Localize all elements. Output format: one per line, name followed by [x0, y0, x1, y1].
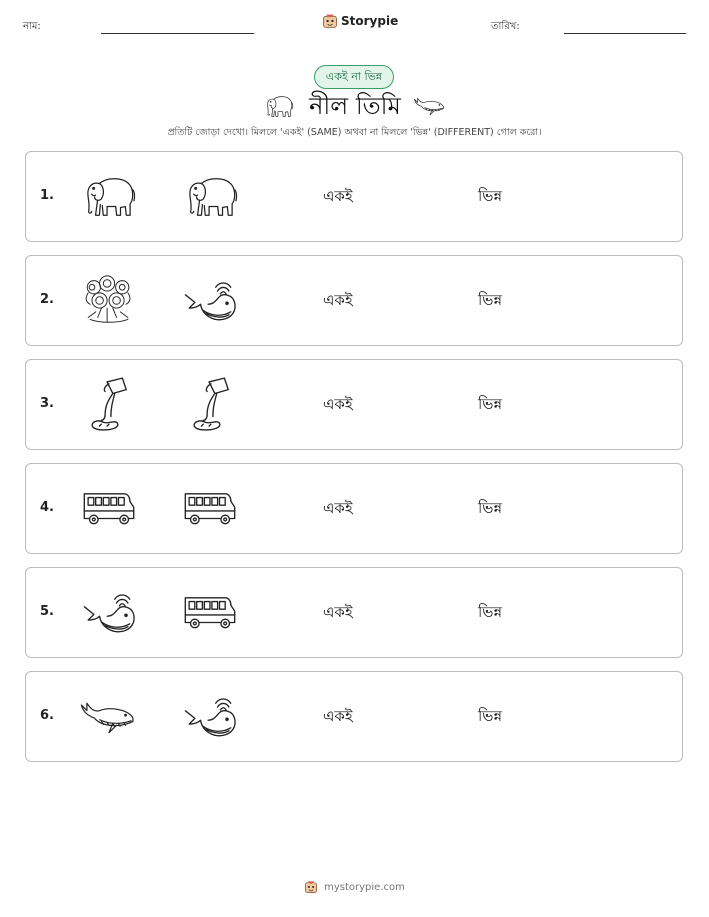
bus-icon: [181, 594, 239, 632]
question-row-2: [25, 255, 683, 346]
question-row-3: [25, 359, 683, 450]
option-different[interactable]: ভিন্ন: [478, 603, 503, 621]
brand: [322, 13, 398, 29]
whale-spouting-icon: [80, 586, 138, 638]
option-different[interactable]: ভিন্ন: [478, 395, 503, 413]
storypie-logo-icon: [304, 880, 318, 894]
option-same[interactable]: একই: [323, 187, 353, 205]
pouring-jug-icon: [84, 376, 132, 434]
option-different[interactable]: ভিন্ন: [478, 499, 503, 517]
option-same[interactable]: একই: [323, 499, 353, 517]
option-different[interactable]: ভিন্ন: [478, 187, 503, 205]
option-same[interactable]: একই: [323, 291, 353, 309]
question-row-4: [25, 463, 683, 554]
page-title: নীল তিমি: [309, 92, 401, 120]
bus-icon: [80, 490, 138, 528]
pouring-jug-icon: [186, 376, 234, 434]
question-number: 2.: [40, 292, 54, 307]
bus-icon: [181, 490, 239, 528]
question-number: 1.: [40, 188, 54, 203]
elephant-icon: [80, 172, 138, 220]
name-label: নাম:: [23, 21, 41, 32]
option-same[interactable]: একই: [323, 707, 353, 725]
worksheet-type-badge: একই না ভিন্ন: [314, 65, 394, 89]
question-number: 6.: [40, 708, 54, 723]
date-label: তারিখ:: [491, 21, 520, 32]
footer: [0, 880, 709, 894]
whale-spouting-icon: [181, 690, 239, 742]
option-same[interactable]: একই: [323, 603, 353, 621]
blue-whale-icon: [414, 93, 446, 119]
question-number: 4.: [40, 500, 54, 515]
question-number: 3.: [40, 396, 54, 411]
coral-icon: [80, 274, 138, 326]
option-same[interactable]: একই: [323, 395, 353, 413]
storypie-logo-icon: [322, 13, 338, 29]
question-row-1: [25, 151, 683, 242]
footer-site: mystorypie.com: [324, 881, 405, 893]
elephant-icon: [182, 172, 240, 220]
name-input-line[interactable]: [101, 33, 254, 34]
blue-whale-icon: [80, 694, 138, 740]
instructions: প্রতিটি জোড়া দেখো। মিললে 'একই' (SAME) অথবা না মিললে 'ভিন্ন' (DIFFERENT) গোল করো।: [167, 127, 542, 138]
option-different[interactable]: ভিন্ন: [478, 291, 503, 309]
option-different[interactable]: ভিন্ন: [478, 707, 503, 725]
question-row-5: [25, 567, 683, 658]
brand-name: Storypie: [341, 14, 399, 28]
question-row-6: [25, 671, 683, 762]
whale-spouting-icon: [181, 274, 239, 326]
question-number: 5.: [40, 604, 54, 619]
elephant-icon: [263, 93, 295, 119]
date-input-line[interactable]: [564, 33, 686, 34]
